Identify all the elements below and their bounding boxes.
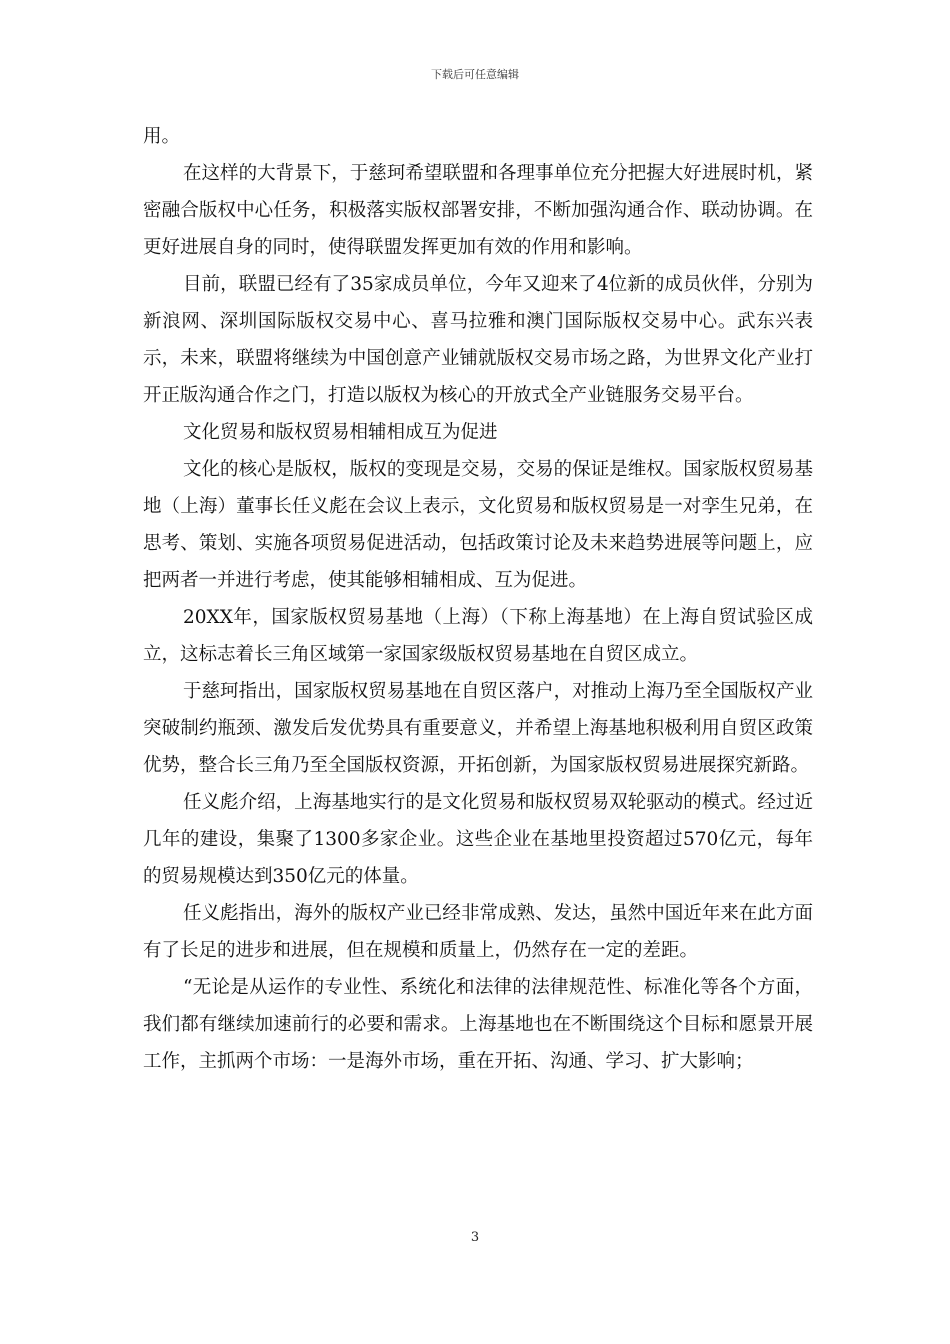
- paragraph: 任义彪指出，海外的版权产业已经非常成熟、发达，虽然中国近年来在此方面有了长足的进步和进展，但在规模和质量上，仍然存在一定的差距。: [143, 903, 813, 961]
- section-heading: 文化贸易和版权贸易相辅相成互为促进: [183, 422, 498, 443]
- paragraph: 目前，联盟已经有了35家成员单位，今年又迎来了4位新的成员伙伴，分别为新浪网、深圳国际版权交易中心、喜马拉雅和澳门国际版权交易中心。武东兴表示，未来，联盟将继续为中国创意产业铺就版权交易市场之路，为世界文化产业打开正版沟通合作之门，打造以版权为核心的开放式全产业链服务交易平台。: [143, 274, 813, 406]
- paragraph-continuation: 用。: [143, 126, 181, 147]
- paragraph: 在这样的大背景下，于慈珂希望联盟和各理事单位充分把握大好进展时机，紧密融合版权中心任务，积极落实版权部署安排，不断加强沟通合作、联动协调。在更好进展自身的同时，使得联盟发挥更加有效的作用和影响。: [143, 163, 813, 258]
- page-number: 3: [470, 1230, 480, 1245]
- paragraph: 任义彪介绍，上海基地实行的是文化贸易和版权贸易双轮驱动的模式。经过近几年的建设，集聚了1300多家企业。这些企业在基地里投资超过570亿元，每年的贸易规模达到350亿元的体量。: [143, 792, 813, 887]
- paragraph: 20XX年，国家版权贸易基地（上海）（下称上海基地）在上海自贸试验区成立，这标志着长三角区域第一家国家级版权贸易基地在自贸区成立。: [143, 607, 813, 665]
- document-body: [143, 118, 813, 1080]
- paragraph: 文化的核心是版权，版权的变现是交易，交易的保证是维权。国家版权贸易基地（上海）董事长任义彪在会议上表示，文化贸易和版权贸易是一对孪生兄弟，在思考、策划、实施各项贸易促进活动，包括政策讨论及未来趋势进展等问题上，应把两者一并进行考虑，使其能够相辅相成、互为促进。: [143, 459, 813, 591]
- page-header: 下载后可任意编辑: [431, 68, 519, 81]
- paragraph: “无论是从运作的专业性、系统化和法律的法律规范性、标准化等各个方面，我们都有继续加速前行的必要和需求。上海基地也在不断围绕这个目标和愿景开展工作，主抓两个市场：一是海外市场，重在开拓、沟通、学习、扩大影响；: [143, 977, 813, 1072]
- paragraph: 于慈珂指出，国家版权贸易基地在自贸区落户，对推动上海乃至全国版权产业突破制约瓶颈、激发后发优势具有重要意义，并希望上海基地积极利用自贸区政策优势，整合长三角乃至全国版权资源，开拓创新，为国家版权贸易进展探究新路。: [143, 681, 813, 776]
